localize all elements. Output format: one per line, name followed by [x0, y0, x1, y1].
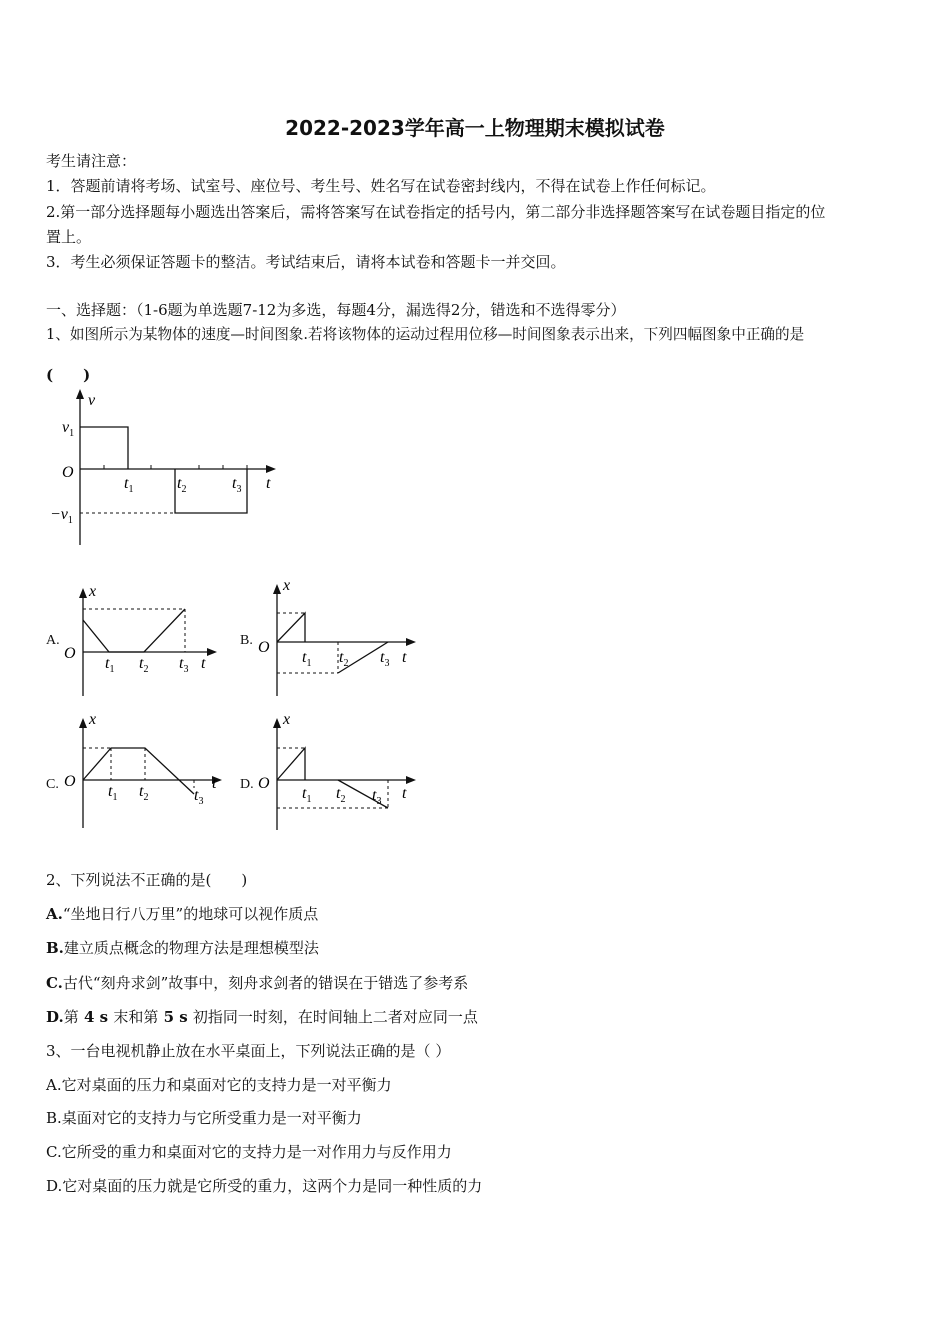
svg-text:x: x: [283, 711, 291, 728]
question-2-stem: 2、下列说法不正确的是( ): [46, 871, 248, 889]
question-3-option-d: D.它对桌面的压力就是它所受的重力，这两个力是同一种性质的力: [46, 1177, 483, 1195]
t3-label: $t_3$: [232, 475, 242, 495]
option-a-letter: A.: [46, 633, 60, 648]
svg-text:t1: $t_1$: [302, 785, 312, 805]
section-heading: 一、选择题：（1-6题为单选题7-12为多选，每题4分，漏选得2分，错选和不选得零分）: [46, 301, 626, 319]
option-a-graph: [58, 578, 223, 698]
option-a-curve: [83, 609, 185, 652]
option-d-curve-1: [277, 748, 305, 780]
t2-label: $t_2$: [177, 475, 187, 495]
svg-text:t2: $t_2$: [336, 785, 346, 805]
svg-text:t: t: [402, 649, 407, 666]
question-3-stem: 3、一台电视机静止放在水平桌面上，下列说法正确的是（ ）: [46, 1042, 451, 1060]
neg-v1-label: $-v_1$: [50, 506, 73, 526]
svg-text:O: O: [64, 773, 76, 790]
option-b-graph: [252, 574, 422, 700]
velocity-time-graph: [40, 385, 290, 555]
svg-text:O: O: [64, 645, 76, 662]
svg-text:t: t: [402, 785, 407, 802]
svg-text:x: x: [89, 583, 97, 600]
question-3-option-c: C.它所受的重力和桌面对它的支持力是一对作用力与反作用力: [46, 1143, 452, 1161]
svg-text:t: t: [212, 775, 217, 792]
option-b-curve-1: [277, 613, 305, 642]
v-axis-label: v: [88, 392, 96, 409]
svg-text:t1: $t_1$: [108, 783, 118, 803]
svg-text:t2: $t_2$: [139, 655, 149, 675]
svg-text:O: O: [258, 639, 270, 656]
option-c-letter: C.: [46, 777, 59, 792]
t-axis-label: t: [266, 475, 271, 492]
notice-item-2-cont: 置上。: [46, 228, 92, 246]
question-2-option-a: A.“坐地日行八万里”的地球可以视作质点: [46, 905, 319, 923]
question-2-option-b: B.建立质点概念的物理方法是理想模型法: [46, 939, 319, 957]
svg-text:O: O: [258, 775, 270, 792]
notice-item-1: 1．答题前请将考场、试室号、座位号、考生号、姓名写在试卷密封线内，不得在试卷上作任何标记。: [46, 177, 716, 195]
option-b-letter: B.: [240, 633, 253, 648]
svg-text:t1: $t_1$: [105, 655, 115, 675]
t1-label: $t_1$: [124, 475, 134, 495]
svg-text:x: x: [89, 711, 97, 728]
question-2-option-c: C.古代“刻舟求剑”故事中，刻舟求剑者的错误在于错选了参考系: [46, 974, 469, 992]
option-d-letter: D.: [240, 777, 254, 792]
svg-text:t2: $t_2$: [139, 783, 149, 803]
svg-text:t2: $t_2$: [339, 649, 349, 669]
svg-text:t3: $t_3$: [194, 787, 204, 807]
question-3-option-a: A.它对桌面的压力和桌面对它的支持力是一对平衡力: [46, 1076, 392, 1094]
question-1-stem: 1、如图所示为某物体的速度—时间图象.若将该物体的运动过程用位移—时间图象表示出来，下列四幅图象中正确的是: [46, 326, 805, 343]
v-axis-arrow: [76, 389, 84, 399]
notice-item-3: 3．考生必须保证答题卡的整洁。考试结束后，请将本试卷和答题卡一并交回。: [46, 253, 566, 271]
notice-item-2: 2.第一部分选择题每小题选出答案后，需将答案写在试卷指定的括号内，第二部分非选择题答案写在试卷题目指定的位: [46, 203, 826, 221]
question-2-option-d: D.第 4 s 末和第 5 s 初指同一时刻，在时间轴上二者对应同一点: [46, 1008, 478, 1026]
option-c-graph: [58, 708, 228, 832]
svg-text:t3: $t_3$: [179, 655, 189, 675]
svg-text:t3: $t_3$: [380, 649, 390, 669]
origin-label: O: [62, 464, 74, 481]
t-axis-arrow: [266, 465, 276, 473]
option-d-graph: [252, 708, 422, 832]
notice-heading: 考生请注意：: [46, 152, 137, 170]
svg-text:x: x: [283, 577, 291, 594]
v1-label: $v_1$: [62, 419, 75, 439]
svg-text:t: t: [201, 655, 206, 672]
positive-velocity-segment: [80, 427, 128, 469]
page-title: 2022-2023学年高一上物理期末模拟试卷: [285, 116, 665, 140]
question-3-option-b: B.桌面对它的支持力与它所受重力是一对平衡力: [46, 1109, 362, 1127]
svg-text:t3: $t_3$: [372, 787, 382, 807]
svg-text:t1: $t_1$: [302, 649, 312, 669]
question-1-paren: ( ): [46, 366, 91, 384]
